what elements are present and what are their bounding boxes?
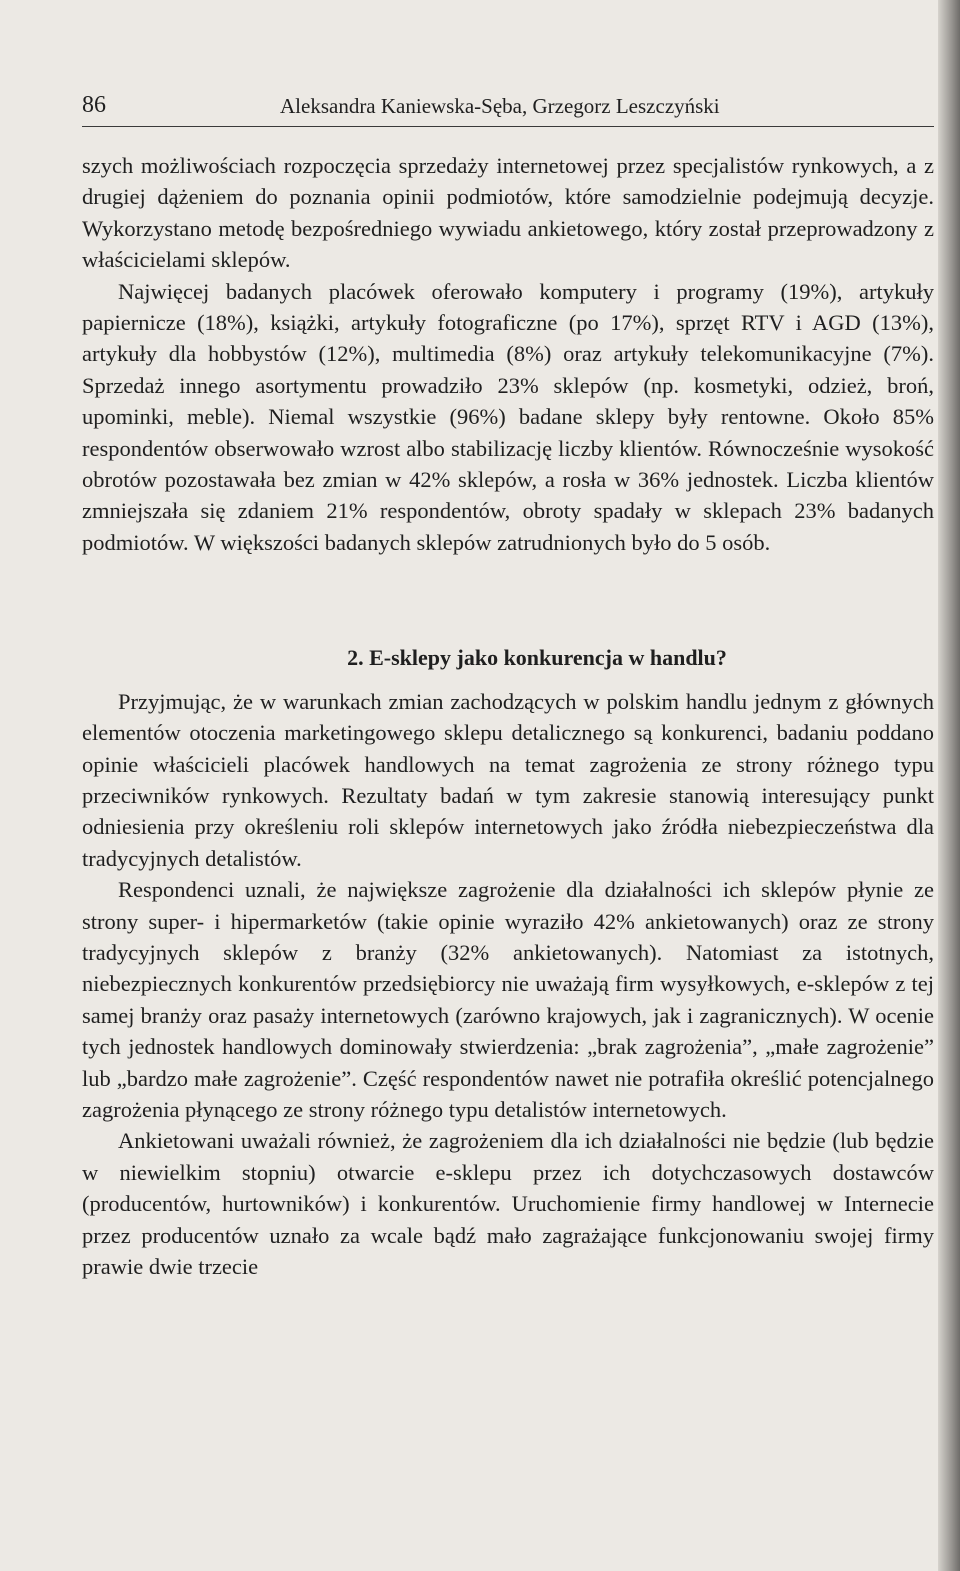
body-text xyxy=(82,150,934,1282)
paragraph-continued: szych możliwościach rozpoczęcia sprzedaży internetowej przez specjalistów rynkowych, a z drugiej dążeniem do poznania opinii podmiotów, które samodzielnie podejmują decyzje. Wykorzystano metodę bezpośredniego wywiadu ankietowego, który został przeprowadzony z właścicielami sklepów. xyxy=(82,153,934,273)
paragraph: Ankietowani uważali również, że zagrożeniem dla ich działalności nie będzie (lub będzie w niewielkim stopniu) otwarcie e-sklepu przez ich dotychczasowych dostawców (producentów, hurtowników) i konkurentów. Uruchomienie firmy handlowej w Internecie przez producentów uznało za wcale bądź mało zagrażające funkcjonowaniu swojej firmy prawie dwie trzecie xyxy=(82,1128,934,1279)
page-header xyxy=(82,92,934,127)
paragraph: Najwięcej badanych placówek oferowało komputery i programy (19%), artykuły papiernicze (18%), książki, artykuły fotograficzne (po 17%), sprzęt RTV i AGD (13%), artykuły dla hobbystów (12%), multimedia (8%) oraz artykuły telekomunikacyjne (7%). Sprzedaż innego asortymentu prowadziło 23% sklepów (np. kosmetyki, odzież, broń, upominki, meble). Niemal wszystkie (96%) badane sklepy były rentowne. Około 85% respondentów obserwowało wzrost albo stabilizację liczby klientów. Równocześnie wysokość obrotów pozostawała bez zmian w 42% sklepów, a rosła w 36% jednostek. Liczba klientów zmniejszała się zdaniem 21% respondentów, obroty spadały w sklepach 23% badanych podmiotów. W większości badanych sklepów zatrudnionych było do 5 osób. xyxy=(82,278,934,555)
paragraph: Przyjmując, że w warunkach zmian zachodzących w polskim handlu jednym z głównych elementów otoczenia marketingowego sklepu detalicznego są konkurenci, badaniu poddano opinie właścicieli placówek handlowych na temat zagrożenia ze strony różnego typu przeciwników rynkowych. Rezultaty badań w tym zakresie stanowią interesujący punkt odniesienia przy określeniu roli sklepów internetowych jako źródła niebezpieczeństwa dla tradycyjnych detalistów. xyxy=(82,688,934,871)
page-number: 86 xyxy=(82,92,106,118)
paragraph: Respondenci uznali, że największe zagrożenie dla działalności ich sklepów płynie ze strony super- i hipermarketów (takie opinie wyraziło 42% ankietowanych) oraz ze strony tradycyjnych sklepów z branży (32% ankietowanych). Natomiast za istotnych, niebezpiecznych konkurentów przedsiębiorcy nie uważają firm wysyłkowych, e-sklepów z tej samej branży oraz pasaży internetowych (zarówno krajowych, jak i zagranicznych). W ocenie tych jednostek handlowych dominowały stwierdzenia: „brak zagrożenia”, „małe zagrożenie” lub „bardzo małe zagrożenie”. Część respondentów nawet nie potrafiła określić potencjalnego zagrożenia płynącego ze strony różnego typu detalistów internetowych. xyxy=(82,877,934,1122)
running-head: Aleksandra Kaniewska-Sęba, Grzegorz Leszczyński xyxy=(280,94,720,118)
section-heading: 2. E-sklepy jako konkurencja w handlu? xyxy=(347,645,727,671)
page-edge-shadow xyxy=(938,0,960,1571)
